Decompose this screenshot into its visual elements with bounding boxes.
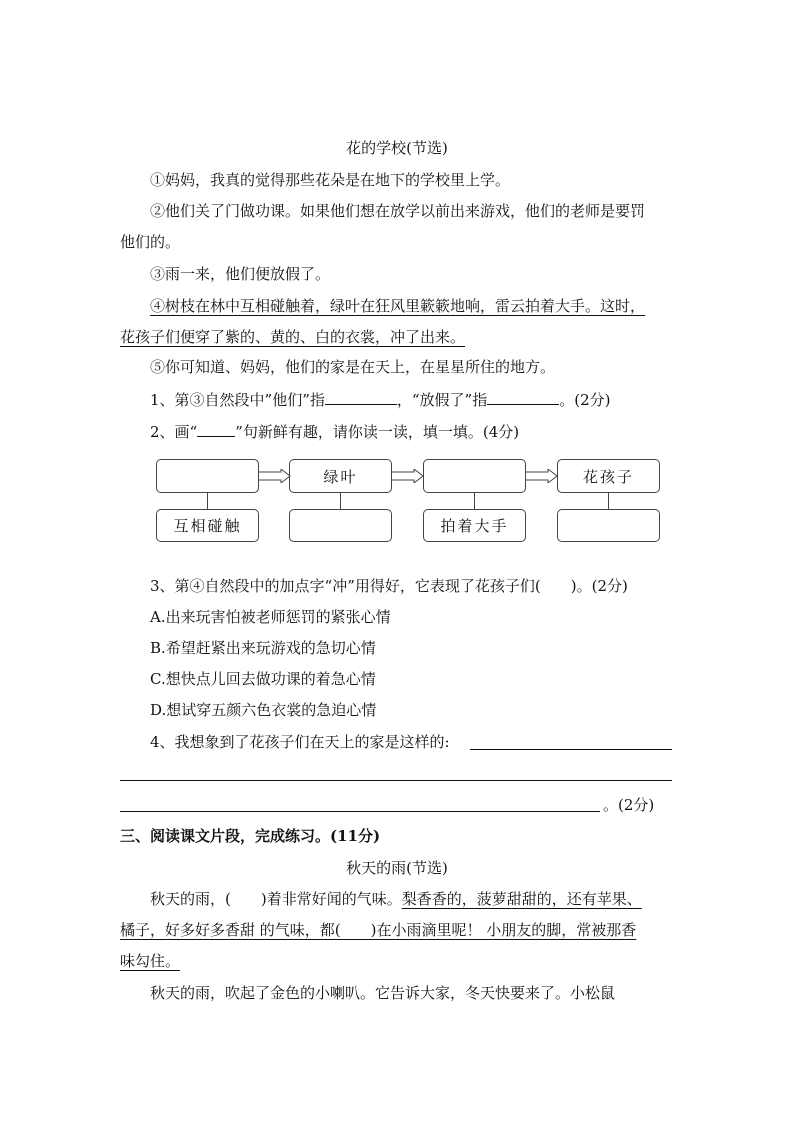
passage2-title: 秋天的雨(节选) (346, 859, 448, 877)
q4-answer-line-1[interactable] (470, 749, 672, 750)
q1-text-a: 1、第③自然段中”他们”指 (150, 391, 325, 409)
diagram-arrow-2 (392, 469, 424, 483)
q1-text-c: 。(2分) (559, 391, 611, 409)
diagram-connector-1 (207, 493, 208, 509)
diagram-connector-4 (608, 493, 609, 509)
diagram-connector-3 (474, 493, 475, 509)
passage1-p1: ①妈妈，我真的觉得那些花朵是在地下的学校里上学。 (150, 171, 511, 189)
passage2-p1a (150, 889, 642, 909)
section-3-heading: 三、阅读课文片段，完成练习。(11分) (120, 827, 381, 845)
diagram-arrow-1 (259, 469, 291, 483)
q2-text-b: ”句新鲜有趣，请你读一读，填一填。(4分) (235, 423, 520, 441)
q2-line-sample (197, 421, 235, 437)
passage2-p2: 秋天的雨，吹起了金色的小喇叭。它告诉大家，冬天快要来了。小松鼠 (150, 984, 616, 1002)
question-4-stem: 4、我想象到了花孩子们在天上的家是这样的: (150, 733, 450, 751)
diagram-top-box-4: 花孩子 (557, 459, 660, 493)
q1-text-b: ，“放假了”指 (396, 391, 488, 409)
diagram-top-box-2: 绿叶 (289, 459, 392, 493)
passage2-p1b: 橘子，好多好多香甜 的气味，都( )在小雨滴里呢！ 小朋友的脚，常被那香 (120, 921, 637, 939)
q4-answer-line-2[interactable] (120, 780, 672, 781)
passage1-p2b: 他们的。 (120, 233, 181, 251)
diagram-arrow-3 (526, 469, 558, 483)
diagram-bottom-box-2[interactable] (289, 509, 392, 542)
question-3-stem: 3、第④自然段中的加点字“冲”用得好，它表现了花孩子们( )。(2分) (150, 577, 628, 595)
q3-option-c[interactable]: C.想快点儿回去做功课的着急心情 (150, 670, 376, 688)
diagram-connector-2 (340, 493, 341, 509)
q3-option-b[interactable]: B.希望赶紧出来玩游戏的急切心情 (150, 639, 376, 657)
passage1-p4a: ④树枝在林中互相碰触着，绿叶在狂风里簌簌地响，雷云拍着大手。这时， (150, 297, 646, 315)
diagram-bottom-box-4[interactable] (557, 509, 660, 542)
passage1-title: 花的学校(节选) (346, 139, 448, 157)
passage2-p1a-underlined: 梨香香的，菠萝甜甜的，还有苹果、 (401, 890, 642, 908)
diagram-top-box-3[interactable] (423, 459, 526, 493)
passage2-p1a-plain: 秋天的雨，( )着非常好闻的气味。 (150, 890, 402, 908)
q4-score: 。(2分) (603, 796, 655, 814)
q2-text-a: 2、画“ (150, 423, 198, 441)
q1-blank-2[interactable] (487, 389, 559, 405)
q3-option-a[interactable]: A.出来玩害怕被老师惩罚的紧张心情 (150, 608, 391, 626)
q4-answer-line-3[interactable] (120, 811, 600, 812)
question-1 (150, 389, 610, 410)
passage2-p1c: 味勾住。 (120, 952, 181, 970)
passage1-p3: ③雨一来，他们便放假了。 (150, 265, 331, 283)
q3-option-d[interactable]: D.想试穿五颜六色衣裳的急迫心情 (150, 701, 377, 719)
diagram-top-box-1[interactable] (156, 459, 259, 493)
diagram-bottom-box-1: 互相碰触 (156, 509, 259, 542)
passage1-p4b: 花孩子们便穿了紫的、黄的、白的衣裳，冲了出来。 (120, 328, 466, 346)
passage1-p2a: ②他们关了门做功课。如果他们想在放学以前出来游戏，他们的老师是要罚 (150, 202, 646, 220)
passage1-p5: ⑤你可知道、妈妈，他们的家是在天上，在星星所住的地方。 (150, 358, 556, 376)
diagram-bottom-box-3: 拍着大手 (423, 509, 526, 542)
question-2 (150, 421, 519, 442)
q1-blank-1[interactable] (325, 389, 397, 405)
